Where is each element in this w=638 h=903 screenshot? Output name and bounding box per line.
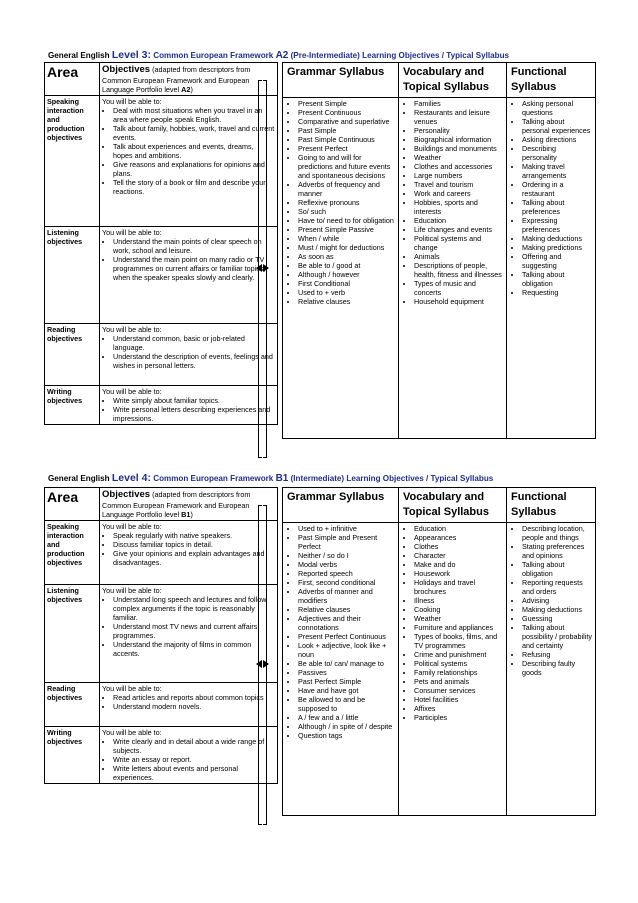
list-item: • Reflexive pronouns bbox=[298, 198, 395, 207]
area-listening: Listening objectives bbox=[45, 584, 100, 682]
list-item: • Describing personality bbox=[522, 144, 592, 162]
objectives-reading: You will be able to: • Understand common, basic or job-related language. • Understand the description of events, feelings and wishes in personal letters. bbox=[100, 323, 278, 385]
list-item: • Guessing bbox=[522, 614, 592, 623]
list-item: • Write letters about events and personal experiences. bbox=[113, 764, 275, 782]
level4-objectives-table bbox=[44, 487, 278, 784]
list-item: • Clothes and accessories bbox=[414, 162, 503, 171]
list-item: • Must / might for deductions bbox=[298, 243, 395, 252]
list-item: • Make and do bbox=[414, 560, 503, 569]
objectives-writing: You will be able to: • Write clearly and in detail about a wide range of subjects. • Write an essay or report. • Write letters about events and personal experiences. bbox=[100, 726, 278, 783]
list-item: • Illness bbox=[414, 596, 503, 605]
list-item: • Requesting bbox=[522, 288, 592, 297]
list-item: • Affixes bbox=[414, 704, 503, 713]
list-item: • Adjectives and their connotations bbox=[298, 614, 395, 632]
list-item: • Holidays and travel brochures bbox=[414, 578, 503, 596]
list-item: • When / while bbox=[298, 234, 395, 243]
list-item: • Housework bbox=[414, 569, 503, 578]
list-item: • Talking about obligation bbox=[522, 560, 592, 578]
list-item: • Understand most TV news and current affairs programmes. bbox=[113, 622, 275, 640]
list-item: • Understand the main point on many radio or TV programmes on current affairs or familiar topics, when the speaker speaks slowly and clearly. bbox=[113, 255, 275, 282]
list-item: • Travel and tourism bbox=[414, 180, 503, 189]
list-item: • Describing faulty goods bbox=[522, 659, 592, 677]
list-item: • Making deductions bbox=[522, 605, 592, 614]
list-item: • Offering and suggesting bbox=[522, 252, 592, 270]
list-item: • Present Simple Passive bbox=[298, 225, 395, 234]
list-item: • Descriptions of people, health, fitness and illnesses bbox=[414, 261, 503, 279]
area-header: Area bbox=[45, 63, 100, 96]
objectives-listening: You will be able to: • Understand long speech and lectures and follow complex arguments if the topic is reasonably familiar. • Understand most TV news and current affairs programmes. • Understand the majority of films in common accents. bbox=[100, 584, 278, 682]
list-item: • A / few and a / little bbox=[298, 713, 395, 722]
list-item: • Relative clauses bbox=[298, 605, 395, 614]
list-item: • Types of books, films, and TV programmes bbox=[414, 632, 503, 650]
list-item: • Understand common, basic or job-related language. bbox=[113, 334, 275, 352]
list-item: • Making travel arrangements bbox=[522, 162, 592, 180]
list-item: • Refusing bbox=[522, 650, 592, 659]
list-item: • Hobbies, sports and interests bbox=[414, 198, 503, 216]
level3-title: General English Level 3: Common European Framework A2 (Pre-Intermediate) Learning Objectives / Typical Syllabus bbox=[48, 49, 510, 61]
list-item: • Furniture and appliances bbox=[414, 623, 503, 632]
arrow-left-icon bbox=[256, 264, 262, 272]
list-item: • Work and careers bbox=[414, 189, 503, 198]
level3-objectives-table bbox=[44, 62, 278, 425]
list-item: • Understand the main points of clear speech on work, school and leisure. bbox=[113, 237, 275, 255]
list-item: • Write clearly and in detail about a wide range of subjects. bbox=[113, 737, 275, 755]
list-item: • Family relationships bbox=[414, 668, 503, 677]
list-item: • Adverbs of manner and modifiers bbox=[298, 587, 395, 605]
list-item: • Question tags bbox=[298, 731, 395, 740]
vocab-header: Vocabulary and Topical Syllabus bbox=[399, 488, 507, 523]
list-item: • As soon as bbox=[298, 252, 395, 261]
list-item: • Talk about family, hobbies, work, travel and current events. bbox=[113, 124, 275, 142]
list-item: • Understand the description of events, feelings and wishes in personal letters. bbox=[113, 352, 275, 370]
list-item: • Although / however bbox=[298, 270, 395, 279]
list-item: • Look + adjective, look like + noun bbox=[298, 641, 395, 659]
vocab-cell bbox=[399, 522, 507, 815]
area-reading: Reading objectives bbox=[45, 682, 100, 726]
objectives-speaking: You will be able to: • Speak regularly with native speakers. • Discuss familiar topics in detail. • Give your opinions and explain advantages and disadvantages. bbox=[100, 520, 278, 584]
level4-syllabus-table bbox=[282, 487, 596, 816]
arrow-right-icon bbox=[263, 264, 269, 272]
list-item: • Present Continuous bbox=[298, 108, 395, 117]
list-item: • Talking about personal experiences bbox=[522, 117, 592, 135]
list-item: • Talking about preferences bbox=[522, 198, 592, 216]
grammar-cell bbox=[283, 97, 399, 438]
list-item: • Used to + infinitive bbox=[298, 524, 395, 533]
list-item: • So/ such bbox=[298, 207, 395, 216]
list-item: • Although / in spite of / despite bbox=[298, 722, 395, 731]
list-item: • Discuss familiar topics in detail. bbox=[113, 540, 275, 549]
list-item: • Life changes and events bbox=[414, 225, 503, 234]
list-item: • Read articles and reports about common topics bbox=[113, 693, 275, 702]
list-item: • Biographical information bbox=[414, 135, 503, 144]
list-item: • Tell the story of a book or film and describe your reactions. bbox=[113, 178, 275, 196]
list-item: • Weather bbox=[414, 614, 503, 623]
list-item: • Be able to / good at bbox=[298, 261, 395, 270]
list-item: • Pets and animals bbox=[414, 677, 503, 686]
list-item: • Consumer services bbox=[414, 686, 503, 695]
arrow-right-icon bbox=[263, 660, 269, 668]
area-reading: Reading objectives bbox=[45, 323, 100, 385]
list-item: • Adverbs of frequency and manner bbox=[298, 180, 395, 198]
list-item: • Household equipment bbox=[414, 297, 503, 306]
list-item: • Have and have got bbox=[298, 686, 395, 695]
objectives-reading: You will be able to: • Read articles and reports about common topics • Understand modern novels. bbox=[100, 682, 278, 726]
vocab-header: Vocabulary and Topical Syllabus bbox=[399, 63, 507, 98]
functional-cell bbox=[507, 97, 596, 438]
objectives-writing: You will be able to: • Write simply about familiar topics. • Write personal letters describing experiences and impressions. bbox=[100, 385, 278, 424]
list-item: • Advising bbox=[522, 596, 592, 605]
area-listening: Listening objectives bbox=[45, 226, 100, 323]
list-item: • Write simply about familiar topics. bbox=[113, 396, 275, 405]
list-item: • Reporting requests and orders bbox=[522, 578, 592, 596]
vocab-cell bbox=[399, 97, 507, 438]
list-item: • Asking directions bbox=[522, 135, 592, 144]
list-item: • Present Perfect Continuous bbox=[298, 632, 395, 641]
list-item: • Present Perfect bbox=[298, 144, 395, 153]
list-item: • Education bbox=[414, 524, 503, 533]
list-item: • Modal verbs bbox=[298, 560, 395, 569]
list-item: • Crime and punishment bbox=[414, 650, 503, 659]
area-writing: Writing objectives bbox=[45, 385, 100, 424]
grammar-cell bbox=[283, 522, 399, 815]
list-item: • Used to + verb bbox=[298, 288, 395, 297]
list-item: • Asking personal questions bbox=[522, 99, 592, 117]
list-item: • Appearances bbox=[414, 533, 503, 542]
list-item: • Personality bbox=[414, 126, 503, 135]
grammar-header: Grammar Syllabus bbox=[283, 488, 399, 523]
list-item: • Large numbers bbox=[414, 171, 503, 180]
list-item: • Cooking bbox=[414, 605, 503, 614]
list-item: • Passives bbox=[298, 668, 395, 677]
area-writing: Writing objectives bbox=[45, 726, 100, 783]
list-item: • First, second conditional bbox=[298, 578, 395, 587]
objectives-header: Objectives (adapted from descriptors from Common European Framework and European Language Portfolio level B1) bbox=[100, 488, 278, 521]
area-header: Area bbox=[45, 488, 100, 521]
list-item: • Talking about obligation bbox=[522, 270, 592, 288]
list-item: • Be able to/ can/ manage to bbox=[298, 659, 395, 668]
list-item: • Comparative and superlative bbox=[298, 117, 395, 126]
list-item: • Ordering in a restaurant bbox=[522, 180, 592, 198]
list-item: • Give reasons and explanations for opinions and plans. bbox=[113, 160, 275, 178]
list-item: • Participles bbox=[414, 713, 503, 722]
functional-header: Functional Syllabus bbox=[507, 63, 596, 98]
functional-cell bbox=[507, 522, 596, 815]
list-item: • Be allowed to and be supposed to bbox=[298, 695, 395, 713]
grammar-header: Grammar Syllabus bbox=[283, 63, 399, 98]
list-item: • Clothes bbox=[414, 542, 503, 551]
list-item: • Understand the majority of films in common accents. bbox=[113, 640, 275, 658]
list-item: • Past Perfect Simple bbox=[298, 677, 395, 686]
list-item: • Talk about experiences and events, dreams, hopes and ambitions. bbox=[113, 142, 275, 160]
list-item: • Stating preferences and opinions bbox=[522, 542, 592, 560]
area-speaking: Speaking interaction and production objectives bbox=[45, 95, 100, 226]
level4-title: General English Level 4: Common European Framework B1 (Intermediate) Learning Objectives / Typical Syllabus bbox=[48, 472, 494, 484]
list-item: • Past Simple Continuous bbox=[298, 135, 395, 144]
list-item: • Families bbox=[414, 99, 503, 108]
list-item: • First Conditional bbox=[298, 279, 395, 288]
list-item: • Making predictions bbox=[522, 243, 592, 252]
list-item: • Describing location, people and things bbox=[522, 524, 592, 542]
list-item: • Buildings and monuments bbox=[414, 144, 503, 153]
objectives-header: Objectives (adapted from descriptors from Common European Framework and European Language Portfolio level A2) bbox=[100, 63, 278, 96]
level3-syllabus-table bbox=[282, 62, 596, 439]
list-item: • Present Simple bbox=[298, 99, 395, 108]
list-item: • Have to/ need to for obligation bbox=[298, 216, 395, 225]
list-item: • Education bbox=[414, 216, 503, 225]
list-item: • Write personal letters describing experiences and impressions. bbox=[113, 405, 275, 423]
functional-header: Functional Syllabus bbox=[507, 488, 596, 523]
list-item: • Character bbox=[414, 551, 503, 560]
list-item: • Reported speech bbox=[298, 569, 395, 578]
area-speaking: Speaking interaction and production objectives bbox=[45, 520, 100, 584]
list-item: • Making deductions bbox=[522, 234, 592, 243]
list-item: • Types of music and concerts bbox=[414, 279, 503, 297]
list-item: • Understand long speech and lectures and follow complex arguments if the topic is reasonably familiar. bbox=[113, 595, 275, 622]
objectives-speaking: You will be able to: • Deal with most situations when you travel in an area where people speak English. • Talk about family, hobbies, work, travel and current events. • Talk about experiences and events, dreams, hopes and ambitions. • Give reasons and explanations for opinions and plans. • Tell the story of a book or film and describe your reactions. bbox=[100, 95, 278, 226]
list-item: • Hotel facilities bbox=[414, 695, 503, 704]
list-item: • Speak regularly with native speakers. bbox=[113, 531, 275, 540]
list-item: • Restaurants and leisure venues bbox=[414, 108, 503, 126]
list-item: • Deal with most situations when you travel in an area where people speak English. bbox=[113, 106, 275, 124]
arrow-left-icon bbox=[256, 660, 262, 668]
list-item: • Understand modern novels. bbox=[113, 702, 275, 711]
list-item: • Write an essay or report. bbox=[113, 755, 275, 764]
list-item: • Expressing preferences bbox=[522, 216, 592, 234]
list-item: • Talking about possibility / probability and certainty bbox=[522, 623, 592, 650]
list-item: • Give your opinions and explain advantages and disadvantages. bbox=[113, 549, 275, 567]
list-item: • Political systems bbox=[414, 659, 503, 668]
objectives-listening: You will be able to: • Understand the main points of clear speech on work, school and leisure. • Understand the main point on many radio or TV programmes on current affairs or familiar topics, when the speaker speaks slowly and clearly. bbox=[100, 226, 278, 323]
list-item: • Political systems and change bbox=[414, 234, 503, 252]
list-item: • Going to and will for predictions and future events and spontaneous decisions bbox=[298, 153, 395, 180]
list-item: • Past Simple and Present Perfect bbox=[298, 533, 395, 551]
list-item: • Neither / so do I bbox=[298, 551, 395, 560]
list-item: • Animals bbox=[414, 252, 503, 261]
list-item: • Relative clauses bbox=[298, 297, 395, 306]
list-item: • Weather bbox=[414, 153, 503, 162]
list-item: • Past Simple bbox=[298, 126, 395, 135]
